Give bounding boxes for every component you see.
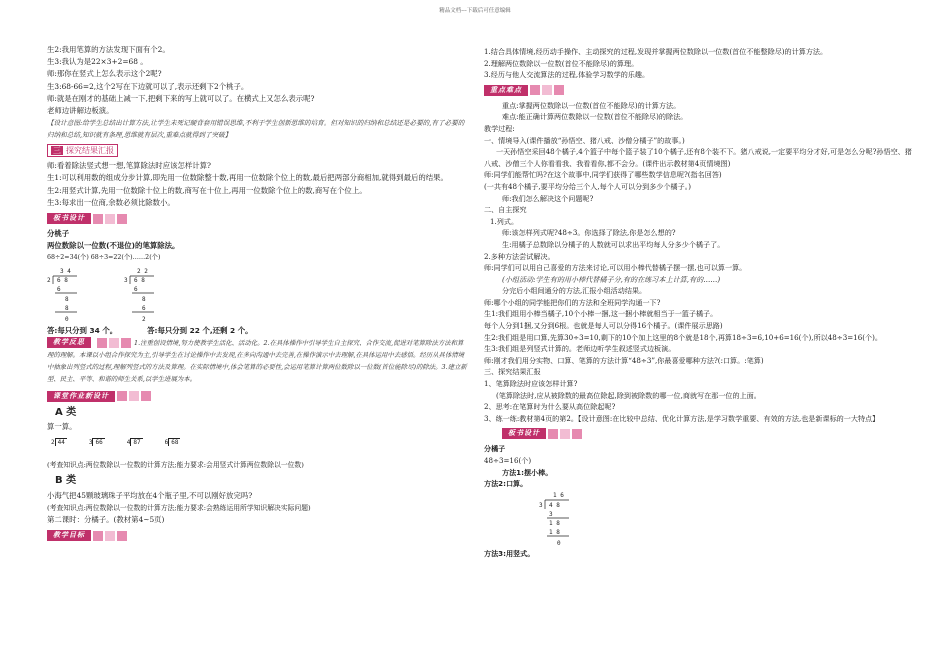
svg-text:1 8: 1 8 <box>549 528 560 536</box>
reflect-block <box>47 337 467 386</box>
process-line: 每个人分到1捆,又分到6根。也就是每人可以分得16个橘子。(课件展示思路) <box>484 321 723 331</box>
svg-text:1 8: 1 8 <box>549 519 560 527</box>
reflect-text: 1.注重创设情境,努力使教学生活化、活动化。2.在具体操作中引导学生自主探究、合作交流,促进对笔算除法方法和算理的理解。本课以小组合作探究为主,引导学生在讨论操作中去发现,在多向沟通中去完善,在操作演示中去理解,在具体运用中去感悟。经历从具体情境中抽象出列竖式的过程,理解列竖式的方法及算理。在实际情境中,体会笔算的必要性,会运用笔算计算两位数除以一位数(首位能除尽)的除法。3.建立新型、民主、平等、和谐的师生关系,以学生进展为本。 <box>47 338 467 384</box>
homework-heading <box>47 390 467 403</box>
process-line: 师:该怎样列式呢?48÷3。你选择了除法,你是怎么想的? <box>502 228 676 238</box>
class-b-title: B 类 <box>55 475 77 487</box>
board-equation: 68÷2=34(个) 68÷3=22(个)……2(个) <box>47 254 161 262</box>
process-line: 分完后小组间通分的方法,汇报小组活动结果。 <box>502 286 647 296</box>
decor-square <box>554 85 564 95</box>
answer-2: 答:每只分到 22 个,还剩 2 个。 <box>147 325 253 335</box>
test-note-2: (考查知识点:两位数除以一位数的计算方法;能力要求:会熟练运用所学知识解决实际问题) <box>47 503 311 512</box>
reflect-label: 教学反思 <box>47 337 91 348</box>
text-line: 生2:我用笔算的方法发现下面有个2。 <box>47 45 170 54</box>
board-head: 两位数除以一位数(不退位)的笔算除法。 <box>47 241 180 251</box>
decor-square <box>109 338 119 348</box>
svg-text:8: 8 <box>65 295 69 303</box>
svg-text:2: 2 <box>142 315 146 323</box>
svg-text:0: 0 <box>557 539 561 547</box>
decor-square <box>117 214 127 224</box>
svg-text:2: 2 <box>47 276 51 284</box>
svg-text:3: 3 <box>124 276 128 284</box>
svg-text:0: 0 <box>65 315 69 323</box>
process-line: 一天孙悟空采回48个橘子,4个篮子中每个篮子装了10个橘子,还有8个装不下。猪八戒说,一定要平均分才好,可是怎么分呢?孙悟空、猪八戒、沙僧三个人你看看我、我看看你,都不会分。(课件出示教材第4页情境图) <box>484 147 912 168</box>
division-item: 3 66 <box>88 439 103 447</box>
section-heading <box>47 144 467 157</box>
decor-square <box>105 214 115 224</box>
decor-square <box>93 531 103 541</box>
goal-line: 1.结合具体情境,经历动手操作、主动探究的过程,发现并掌握两位数除以一位数(首位不能整除尽)的计算方法。 <box>484 47 828 56</box>
process-line: 师:我们怎么解决这个问题呢? <box>502 193 594 203</box>
decor-square <box>117 391 127 401</box>
decor-square <box>97 338 107 348</box>
process-line: 1、笔算除法时应该怎样计算? <box>484 379 578 389</box>
text-line: 生1:可以利用数的组成分步计算,即先用一位数除整十数,再用一位数除个位上的数,最后把两部分商相加,就得到最后的结果。 <box>47 173 448 183</box>
process-line: 生3:我们组是列竖式计算的。老师边听学生叙述竖式边板演。 <box>484 344 676 354</box>
svg-text:4 8: 4 8 <box>549 501 560 509</box>
right-column <box>484 46 914 559</box>
text-line: 生3:每求出一位商,余数必须比除数小。 <box>47 197 175 207</box>
process-line: 1.列式。 <box>490 216 519 226</box>
left-column <box>47 44 467 545</box>
division-item: 4 87 <box>126 439 141 447</box>
process-line: (小组活动:学生有的用小棒代替橘子分,有的在练习本上计算,有的……) <box>502 274 721 284</box>
goal-label: 教学目标 <box>47 530 91 541</box>
svg-text:6: 6 <box>142 304 146 312</box>
decor-square <box>121 338 131 348</box>
svg-text:6: 6 <box>134 285 138 293</box>
decor-square <box>117 531 127 541</box>
goal-heading <box>47 529 467 542</box>
problem-text: 小海气把45颗玻璃珠子平均放在4个瓶子里,不可以刚好放完吗? <box>47 490 253 500</box>
design-note: 【设计意图:给学生总结出计算方法,让学生未死记硬背套用错误思维,不利于学生创新思维的培育。但对知识的归纳和总结还是必要的,有了必要的归纳和总结,知识就有条理,思维就有层次,重难点就得到了突破】 <box>47 119 465 140</box>
process-line: 二、自主探究 <box>484 205 527 215</box>
svg-text:3: 3 <box>549 510 553 518</box>
decor-square <box>105 531 115 541</box>
division-item: 2 44 <box>51 439 65 447</box>
calc-instruction: 算一算。 <box>47 421 77 431</box>
key-line: 难点:能正确计算两位数除以一位数(首位不能除尽)的除法。 <box>502 112 688 122</box>
key-heading <box>484 84 914 97</box>
key-line: 重点:掌握两位数除以一位数(首位不能除尽)的计算方法。 <box>502 100 681 110</box>
lesson-2-title: 第二课时：分橘子。(教材第4~5页) <box>47 515 165 525</box>
method-3: 方法3:用竖式。 <box>484 548 535 558</box>
method-2: 方法2:口算。 <box>484 479 528 489</box>
homework-label: 课堂作业新设计 <box>47 391 115 402</box>
process-line: (一共有48个橘子,要平均分给三个人,每个人可以分到多少个橘子。) <box>484 181 692 191</box>
decor-square <box>548 429 558 439</box>
process-line: 生:用橘子总数除以分橘子的人数就可以求出平均每人分多少个橘子了。 <box>502 239 725 249</box>
class-a-title: A 类 <box>55 406 77 418</box>
board-answers <box>47 325 467 337</box>
svg-text:3 4: 3 4 <box>60 267 71 275</box>
decor-square <box>530 85 540 95</box>
goal-line: 2.理解两位数除以一位数(首位不能除尽)的算理。 <box>484 58 639 68</box>
board-heading-right <box>502 427 914 440</box>
process-line: 教学过程: <box>484 123 515 133</box>
decor-square <box>93 214 103 224</box>
board-title: 分桃子 <box>47 229 70 239</box>
long-division-48-3 <box>539 490 639 548</box>
key-label: 重点难点 <box>484 85 528 96</box>
goal-line: 3.经历与他人交流算法的过程,体验学习数学的乐趣。 <box>484 70 650 80</box>
text-line: 师:看着除法竖式想一想,笔算除法时应该怎样计算? <box>47 161 212 171</box>
decor-square <box>572 429 582 439</box>
text-line: 师:就是在刚才的基础上减一下,把剩下来的写上就可以了。在横式上又怎么表示呢? <box>47 93 315 103</box>
process-line: (笔算除法时,应从被除数的最高位除起,除到被除数的哪一位,商就写在那一位的上面。 <box>496 390 761 400</box>
board-label: 板书设计 <box>47 213 91 224</box>
svg-text:6: 6 <box>57 285 61 293</box>
svg-text:8: 8 <box>142 295 146 303</box>
decor-square <box>560 429 570 439</box>
process-line: 生1:我们组用小棒当橘子,10个小棒一捆,这一捆小棒就相当于一篮子橘子。 <box>484 309 718 319</box>
board-heading <box>47 212 467 225</box>
board-label-right: 板书设计 <box>502 428 546 439</box>
process-line: 3、练一练:教材第4页的第2。【设计意图:在比较中总结、优化计算方法,是学习数学重要、有效的方法,也是新课标的一大特点】 <box>484 413 880 423</box>
board-equation-right: 48÷3=16(个) <box>484 456 532 465</box>
svg-text:8: 8 <box>65 304 69 312</box>
division-item: 6 68 <box>164 439 179 447</box>
text-line: 老师边讲解边板演。 <box>47 106 114 116</box>
section-3-title: 三 探究结果汇报 <box>47 144 118 157</box>
svg-text:6 8: 6 8 <box>134 276 145 284</box>
process-line: 生2:我们组是用口算,先算30÷3=10,剩下的10个加上这里的8个就是18个,再算18÷3=6,10+6=16(个),所以48÷3=16(个)。 <box>484 332 882 342</box>
text-line: 生2:用竖式计算,先用一位数除十位上的数,商写在十位上,再用一位数除个位上的数,商写在个位上。 <box>47 185 367 195</box>
page-header: 精品文档---下载后可任意编辑 <box>439 8 511 14</box>
long-division-diagram <box>47 265 287 325</box>
process-line: 2.多种方法尝试解决。 <box>484 251 555 261</box>
test-note-1: (考查知识点:两位数除以一位数的计算方法;能力要求:会用竖式计算两位数除以一位数) <box>47 461 304 470</box>
division-exercises <box>47 437 467 449</box>
decor-square <box>542 85 552 95</box>
process-line: 师:同学们可以用自己喜爱的方法来讨论,可以用小棒代替橘子摆一摆,也可以算一算。 <box>484 263 747 273</box>
text-line: 生3:我认为是22×3+2=68 。 <box>47 57 148 67</box>
answer-1: 答:每只分到 34 个。 <box>47 325 118 335</box>
process-line: 师:刚才我们用分实物、口算、笔算的方法计算“48÷3”,你最喜爱哪种方法?(:口算。:笔算) <box>484 355 764 365</box>
svg-text:6 8: 6 8 <box>57 276 68 284</box>
svg-text:1 6: 1 6 <box>553 491 564 499</box>
board-title-right: 分橘子 <box>484 444 506 454</box>
process-line: 师:哪个小组的同学能把你们的方法和全班同学沟通一下? <box>484 297 661 307</box>
decor-square <box>141 391 151 401</box>
process-line: 三、探究结果汇报 <box>484 367 541 377</box>
method-1: 方法1:摆小棒。 <box>502 467 553 477</box>
text-line: 师:那你在竖式上怎么表示这个2呢? <box>47 69 162 79</box>
svg-text:3: 3 <box>539 501 543 509</box>
process-line: 2、思考:在笔算时为什么要从高位除起呢? <box>484 402 616 412</box>
process-line: 师:同学们能帮忙吗?在这个故事中,同学们获得了哪些数学信息呢?(指名回答) <box>484 170 722 180</box>
text-line: 生3:68-66=2,这个2写在下边就可以了,表示还剩下2个桃子。 <box>47 81 249 91</box>
decor-square <box>129 391 139 401</box>
svg-text:2 2: 2 2 <box>137 267 148 275</box>
process-line: 一、情境导入(课件播放“孙悟空、猪八戒、沙僧分橘子”的故事。) <box>484 135 685 145</box>
